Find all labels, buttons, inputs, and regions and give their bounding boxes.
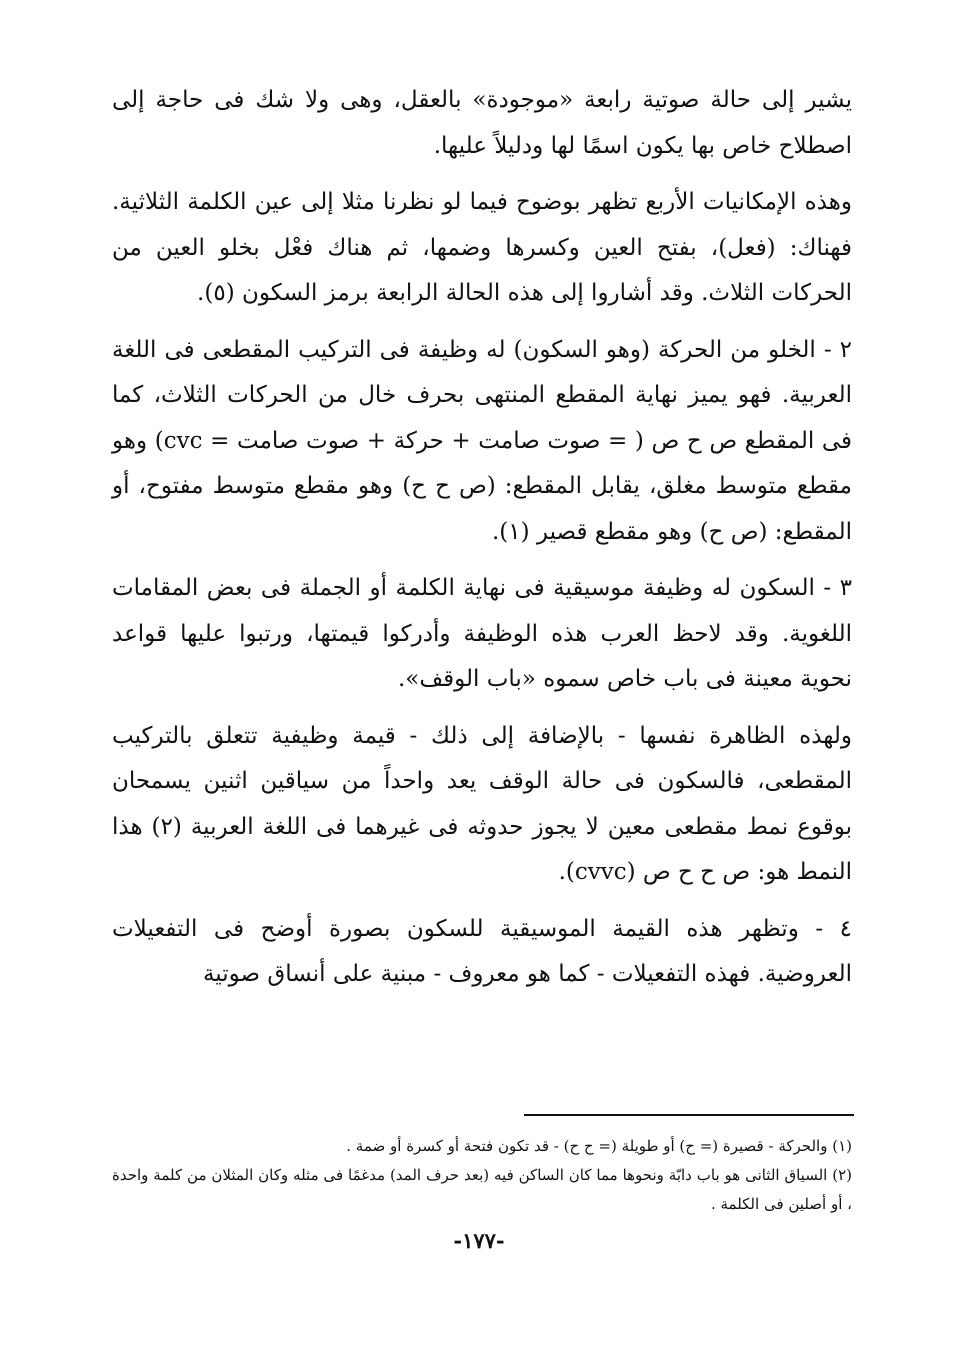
paragraph-3: ٢ - الخلو من الحركة (وهو السكون) له وظيفة فى التركيب المقطعى فى اللغة العربية. فهو يميز نهاية المقطع المنتهى بحرف خال من الحركات الثلاث، كما فى المقطع ص ح ص ( = صوت صامت + حركة + صوت صامت = cvc) وهو مقطع متوسط مغلق، يقابل المقطع: (ص ح ح) وهو مقطع متوسط مفتوح، أو المقطع: (ص ح) وهو مقطع قصير (١). <box>112 336 852 545</box>
paragraph-1: يشير إلى حالة صوتية رابعة «موجودة» بالعقل، وهى ولا شك فى حاجة إلى اصطلاح خاص بها يكون اسمًا لها ودليلاً عليها. <box>112 87 852 159</box>
paragraph-4: ٣ - السكون له وظيفة موسيقية فى نهاية الكلمة أو الجملة فى بعض المقامات اللغوية. وقد لاحظ العرب هذه الوظيفة وأدركوا قيمتها، ورتبوا عليها قواعد نحوية معينة فى باب خاص سموه «باب الوقف». <box>112 575 852 692</box>
paragraph-5: ولهذه الظاهرة نفسها - بالإضافة إلى ذلك - قيمة وظيفية تتعلق بالتركيب المقطعى، فالسكون فى حالة الوقف يعد واحداً من سياقين اثنين يسمحان بوقوع نمط مقطعى معين لا يجوز حدوثه فى غيرهما فى اللغة العربية (٢) هذا النمط هو: ص ح ح ص (cvvc). <box>112 722 852 885</box>
footnote-2: (٢) السياق الثانى هو باب دابّة ونحوها مما كان الساكن فيه (بعد حرف المد) مدغمًا فى مثله وكان المثلان من كلمة واحدة ، أو أصلين فى الكلمة . <box>112 1166 852 1213</box>
paragraph-2: وهذه الإمكانيات الأربع تظهر بوضوح فيما لو نظرنا مثلا إلى عين الكلمة الثلاثية. فهناك: (فعل)، بفتح العين وكسرها وضمها، ثم هناك فعْل بخلو العين من الحركات الثلاث. وقد أشاروا إلى هذه الحالة الرابعة برمز السكون (٥). <box>112 189 852 306</box>
main-text <box>112 78 852 1009</box>
footnote-1: (١) والحركة - قصيرة (= ح) أو طويلة (= ح ح) - قد تكون فتحة أو كسرة أو ضمة . <box>346 1137 852 1155</box>
paragraph-6: ٤ - وتظهر هذه القيمة الموسيقية للسكون بصورة أوضح فى التفعيلات العروضية. فهذه التفعيلات - كما هو معروف - مبنية على أنساق صوتية <box>112 915 852 987</box>
page-number: -١٧٧- <box>453 1228 505 1253</box>
footnotes <box>112 1132 852 1219</box>
footnote-divider <box>524 1114 854 1116</box>
